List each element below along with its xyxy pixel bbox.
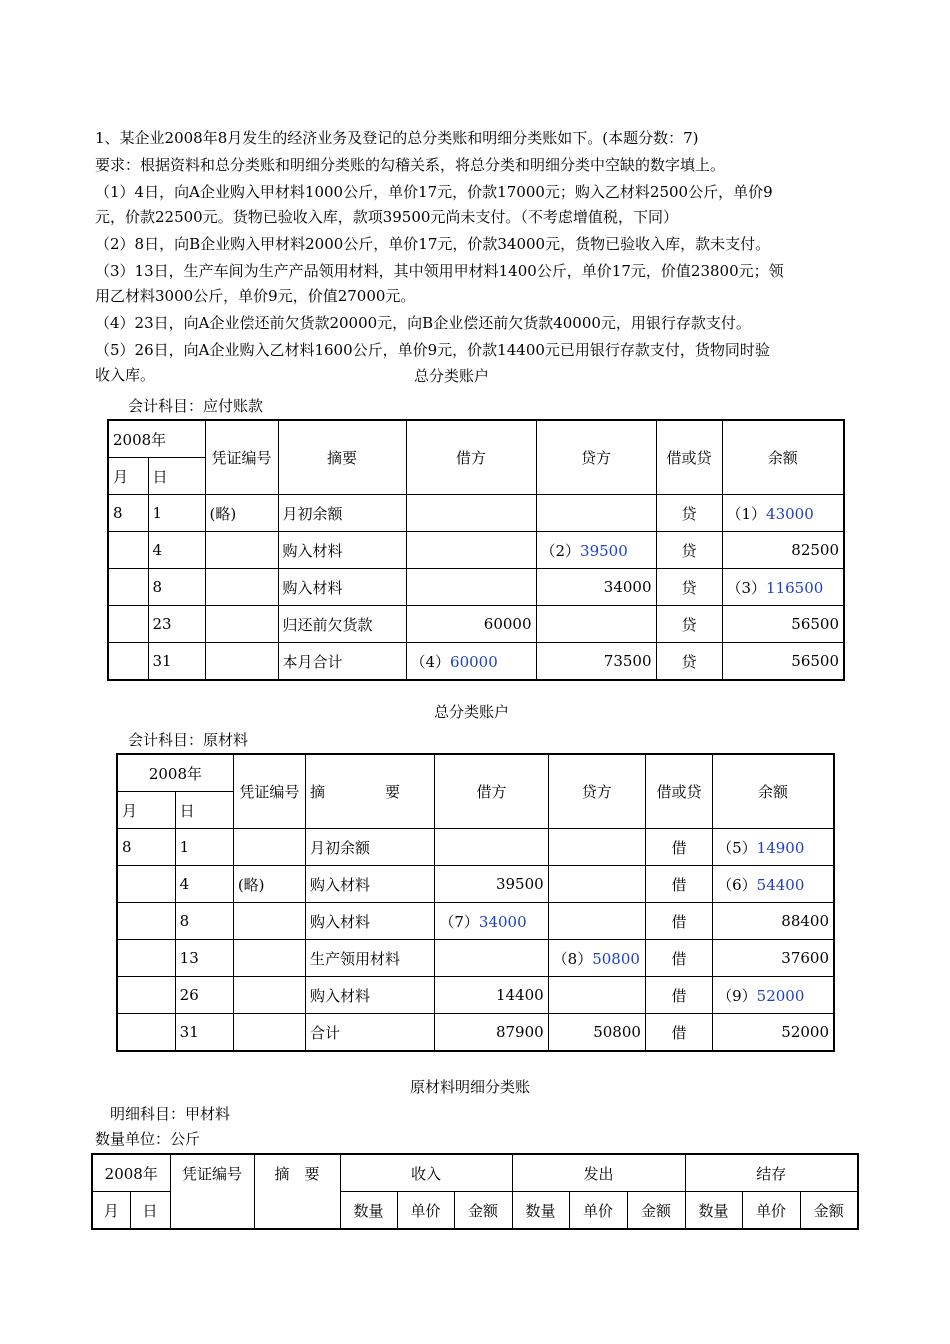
ledger1-heading: 总分类账户 xyxy=(414,367,490,385)
balance-cell-value: 14900 xyxy=(756,838,805,857)
month-cell xyxy=(117,1014,175,1052)
month-cell xyxy=(108,643,148,681)
issue-price: 单价 xyxy=(569,1192,627,1230)
dc-cell: 借 xyxy=(645,866,712,903)
header-month: 月 xyxy=(92,1192,130,1230)
balance-cell-label: （3） xyxy=(726,578,767,597)
summary-cell: 购入材料 xyxy=(278,532,406,569)
balance-cell xyxy=(713,977,834,1014)
voucher-cell: (略) xyxy=(233,866,305,903)
credit-cell-value: 39500 xyxy=(580,541,628,560)
income-amount: 金额 xyxy=(454,1192,512,1230)
ledger3-account: 明细科目：甲材料 xyxy=(110,1105,231,1123)
credit-cell-value: 34000 xyxy=(603,578,652,596)
dc-cell: 借 xyxy=(645,903,712,940)
balance-cell xyxy=(722,495,844,532)
item-3a: （3）13日，生产车间为生产产品领用材料，其中领用甲材料1400公斤，单价17元，价值23800元；领 xyxy=(95,262,784,280)
voucher-cell xyxy=(233,940,305,977)
balance-cell-label: （1） xyxy=(726,504,767,523)
credit-cell xyxy=(548,940,645,977)
item-1b: 元，价款22500元。货物已验收入库，款项39500元尚未支付。（不考虑增值税，下同） xyxy=(95,208,678,226)
balance-cell xyxy=(713,940,834,977)
balance-cell-label: （6） xyxy=(717,875,757,894)
debit-cell xyxy=(406,606,536,643)
credit-cell xyxy=(548,866,645,903)
balance-cell-label: （9） xyxy=(717,986,757,1005)
table-row xyxy=(108,569,844,606)
credit-cell xyxy=(548,1014,645,1052)
debit-cell xyxy=(435,866,548,903)
credit-cell xyxy=(536,643,656,681)
balance-cell xyxy=(722,569,844,606)
summary-cell: 月初余额 xyxy=(278,495,406,532)
dc-cell: 借 xyxy=(645,940,712,977)
debit-cell xyxy=(406,495,536,532)
credit-cell xyxy=(548,903,645,940)
dc-cell: 借 xyxy=(645,829,712,866)
debit-cell xyxy=(406,643,536,681)
balance-cell xyxy=(713,903,834,940)
issue-qty: 数量 xyxy=(512,1192,569,1230)
ledger2-heading: 总分类账户 xyxy=(434,703,510,721)
item-1a: （1）4日，向A企业购入甲材料1000公斤，单价17元，价款17000元；购入乙材料2500公斤，单价9 xyxy=(95,183,773,201)
table-row xyxy=(117,940,834,977)
dc-cell: 贷 xyxy=(656,495,722,532)
header-dc: 借或贷 xyxy=(645,754,712,829)
table-row xyxy=(108,643,844,681)
dc-cell: 贷 xyxy=(656,606,722,643)
summary-cell: 购入材料 xyxy=(278,569,406,606)
day-cell: 23 xyxy=(148,606,205,643)
month-cell xyxy=(117,903,175,940)
voucher-cell xyxy=(205,569,278,606)
balance-amount: 金额 xyxy=(800,1192,858,1230)
dc-cell: 贷 xyxy=(656,643,722,681)
summary-cell: 归还前欠货款 xyxy=(278,606,406,643)
voucher-cell xyxy=(233,1014,305,1052)
balance-cell xyxy=(722,606,844,643)
summary-cell: 合计 xyxy=(306,1014,435,1052)
header-balance: 余额 xyxy=(722,420,844,495)
debit-cell xyxy=(406,532,536,569)
dc-cell: 借 xyxy=(645,977,712,1014)
table-row xyxy=(117,1014,834,1052)
credit-cell-label: （2） xyxy=(540,541,581,560)
day-cell: 8 xyxy=(175,903,233,940)
day-cell: 26 xyxy=(175,977,233,1014)
requirement: 要求：根据资料和总分类账和明细分类账的勾稽关系，将总分类和明细分类中空缺的数字填上。 xyxy=(95,156,726,174)
table-row xyxy=(108,495,844,532)
balance-cell-value: 37600 xyxy=(781,949,829,967)
voucher-cell xyxy=(233,903,305,940)
credit-cell-value: 50800 xyxy=(593,1023,641,1041)
debit-cell-value: 87900 xyxy=(495,1023,544,1041)
table-row xyxy=(108,532,844,569)
balance-cell-value: 88400 xyxy=(781,912,829,930)
balance-cell xyxy=(722,643,844,681)
voucher-cell xyxy=(205,643,278,681)
header-balance: 结存 xyxy=(685,1154,858,1192)
balance-cell-value: 82500 xyxy=(791,541,839,559)
month-cell xyxy=(117,977,175,1014)
balance-cell xyxy=(713,866,834,903)
item-5b: 收入库。 xyxy=(95,366,156,384)
balance-cell-value: 56500 xyxy=(791,615,839,633)
day-cell: 13 xyxy=(175,940,233,977)
header-voucher: 凭证编号 xyxy=(205,420,278,495)
issue-amount: 金额 xyxy=(627,1192,685,1230)
debit-cell xyxy=(406,569,536,606)
debit-cell-label: （4） xyxy=(410,652,451,671)
dc-cell: 借 xyxy=(645,1014,712,1052)
header-day: 日 xyxy=(130,1192,170,1230)
balance-cell xyxy=(713,1014,834,1052)
header-summary: 摘要 xyxy=(278,420,406,495)
header-credit: 贷方 xyxy=(548,754,645,829)
summary-cell: 月初余额 xyxy=(306,829,435,866)
credit-cell-value: 50800 xyxy=(592,949,640,968)
day-cell: 1 xyxy=(175,829,233,866)
table-row xyxy=(108,606,844,643)
day-cell: 4 xyxy=(148,532,205,569)
debit-cell-value: 14400 xyxy=(495,986,544,1004)
month-cell xyxy=(108,532,148,569)
ledger3-table xyxy=(91,1153,859,1230)
debit-cell xyxy=(435,977,548,1014)
header-voucher: 凭证编号 xyxy=(233,754,305,829)
day-cell: 31 xyxy=(175,1014,233,1052)
item-3b: 用乙材料3000公斤，单价9元，价值27000元。 xyxy=(95,287,416,305)
ledger2-table xyxy=(116,753,835,1052)
header-summary: 摘 要 xyxy=(306,754,435,829)
debit-cell-value: 60000 xyxy=(450,652,498,671)
voucher-cell xyxy=(233,977,305,1014)
voucher-cell xyxy=(233,829,305,866)
balance-cell-value: 116500 xyxy=(766,578,824,597)
header-month: 月 xyxy=(117,792,175,829)
balance-cell-value: 56500 xyxy=(791,652,839,670)
debit-cell-value: 34000 xyxy=(478,912,527,931)
income-qty: 数量 xyxy=(340,1192,397,1230)
balance-cell xyxy=(722,532,844,569)
header-voucher: 凭证编号 xyxy=(170,1154,254,1229)
item-2: （2）8日，向B企业购入甲材料2000公斤，单价17元，价款34000元，货物已验收入库，款未支付。 xyxy=(95,235,771,253)
summary-cell: 购入材料 xyxy=(306,977,435,1014)
header-debit: 借方 xyxy=(406,420,536,495)
balance-cell-value: 52000 xyxy=(756,986,805,1005)
month-cell xyxy=(117,866,175,903)
header-month: 月 xyxy=(108,458,148,495)
balance-price: 单价 xyxy=(742,1192,800,1230)
table-row xyxy=(117,829,834,866)
summary-cell: 购入材料 xyxy=(306,866,435,903)
header-balance: 余额 xyxy=(713,754,834,829)
header-day: 日 xyxy=(148,458,205,495)
ledger2-account: 会计科目：原材料 xyxy=(128,731,249,749)
credit-cell xyxy=(548,977,645,1014)
month-cell xyxy=(108,569,148,606)
summary-cell: 生产领用材料 xyxy=(306,940,435,977)
header-year: 2008年 xyxy=(117,754,233,792)
balance-qty: 数量 xyxy=(685,1192,742,1230)
header-year: 2008年 xyxy=(92,1154,170,1192)
credit-cell xyxy=(536,569,656,606)
voucher-cell xyxy=(205,606,278,643)
ledger1-table xyxy=(107,419,845,681)
voucher-cell xyxy=(205,532,278,569)
debit-cell xyxy=(435,1014,548,1052)
item-4: （4）23日，向A企业偿还前欠货款20000元，向B企业偿还前欠货款40000元，用银行存款支付。 xyxy=(95,314,751,332)
credit-cell xyxy=(536,532,656,569)
table-row xyxy=(117,977,834,1014)
ledger1-account: 会计科目：应付账款 xyxy=(128,397,264,415)
header-debit: 借方 xyxy=(435,754,548,829)
debit-cell xyxy=(435,940,548,977)
balance-cell-value: 43000 xyxy=(766,504,814,523)
dc-cell: 贷 xyxy=(656,532,722,569)
debit-cell xyxy=(435,903,548,940)
header-year: 2008年 xyxy=(108,420,205,458)
day-cell: 4 xyxy=(175,866,233,903)
month-cell: 8 xyxy=(108,495,148,532)
table-row xyxy=(117,866,834,903)
table-row xyxy=(117,903,834,940)
day-cell: 31 xyxy=(148,643,205,681)
ledger3-heading: 原材料明细分类账 xyxy=(410,1078,531,1096)
balance-cell xyxy=(713,829,834,866)
balance-cell-label: （5） xyxy=(717,838,757,857)
balance-cell-value: 52000 xyxy=(781,1023,829,1041)
header-income: 收入 xyxy=(340,1154,512,1192)
header-dc: 借或贷 xyxy=(656,420,722,495)
debit-cell-value: 39500 xyxy=(495,875,544,893)
month-cell: 8 xyxy=(117,829,175,866)
header-day: 日 xyxy=(175,792,233,829)
ledger3-unit: 数量单位：公斤 xyxy=(95,1130,201,1148)
voucher-cell: (略) xyxy=(205,495,278,532)
day-cell: 8 xyxy=(148,569,205,606)
header-credit: 贷方 xyxy=(536,420,656,495)
debit-cell-value: 60000 xyxy=(483,615,532,633)
month-cell xyxy=(117,940,175,977)
month-cell xyxy=(108,606,148,643)
summary-cell: 购入材料 xyxy=(306,903,435,940)
header-summary: 摘 要 xyxy=(254,1154,340,1229)
question-title: 1、某企业2008年8月发生的经济业务及登记的总分类账和明细分类账如下。(本题分数：7) xyxy=(95,129,699,147)
credit-cell xyxy=(536,495,656,532)
day-cell: 1 xyxy=(148,495,205,532)
balance-cell-value: 54400 xyxy=(756,875,805,894)
income-price: 单价 xyxy=(397,1192,454,1230)
credit-cell-label: （8） xyxy=(552,949,593,968)
dc-cell: 贷 xyxy=(656,569,722,606)
debit-cell-label: （7） xyxy=(439,912,479,931)
item-5a: （5）26日，向A企业购入乙材料1600公斤，单价9元，价款14400元已用银行存款支付，货物同时验 xyxy=(95,341,770,359)
credit-cell xyxy=(548,829,645,866)
header-issue: 发出 xyxy=(512,1154,685,1192)
credit-cell-value: 73500 xyxy=(603,652,652,670)
debit-cell xyxy=(435,829,548,866)
credit-cell xyxy=(536,606,656,643)
summary-cell: 本月合计 xyxy=(278,643,406,681)
